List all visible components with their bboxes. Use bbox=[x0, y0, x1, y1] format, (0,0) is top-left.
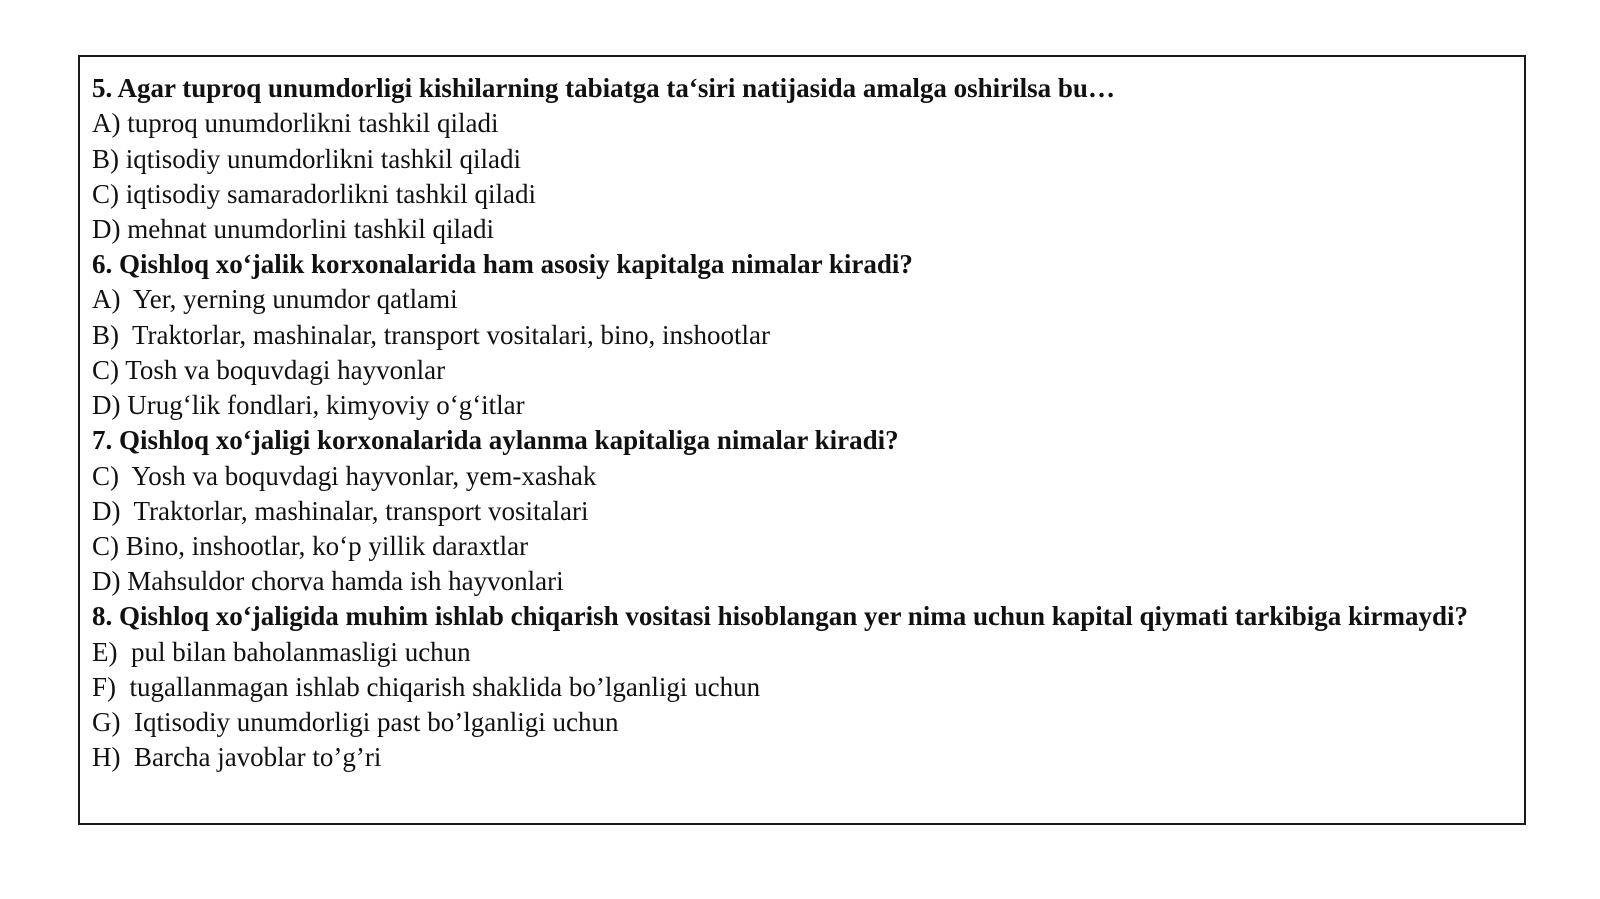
question-title: 6. Qishloq xo‘jalik korxonalarida ham asosiy kapitalga nimalar kiradi? bbox=[92, 249, 913, 280]
answer-option: A) Yer, yerning unumdor qatlami bbox=[92, 284, 458, 315]
question-title: 8. Qishloq xo‘jaligida muhim ishlab chiqarish vositasi hisoblangan yer nima uchun kapital qiymati tarkibiga kirmaydi? bbox=[92, 601, 1469, 632]
answer-option: C) Bino, inshootlar, ko‘p yillik daraxtlar bbox=[92, 530, 529, 561]
answer-option: B) iqtisodiy unumdorlikni tashkil qiladi bbox=[92, 143, 521, 174]
question-title: 7. Qishloq xo‘jaligi korxonalarida aylanma kapitaliga nimalar kiradi? bbox=[92, 425, 899, 456]
answer-option: G) Iqtisodiy unumdorligi past bo’lganligi uchun bbox=[92, 707, 619, 738]
answer-option: F) tugallanmagan ishlab chiqarish shaklida bo’lganligi uchun bbox=[92, 671, 761, 702]
question-8 bbox=[92, 599, 1511, 775]
question-title: 5. Agar tuproq unumdorligi kishilarning tabiatga ta‘siri natijasida amalga oshirilsa bu… bbox=[92, 73, 1115, 103]
answer-option: H) Barcha javoblar to’g’ri bbox=[92, 742, 382, 773]
answer-option: D) Traktorlar, mashinalar, transport vositalari bbox=[92, 495, 589, 526]
answer-option: D) Urug‘lik fondlari, kimyoviy o‘g‘itlar bbox=[92, 390, 525, 421]
question-6 bbox=[92, 247, 1511, 423]
answer-option: D) Mahsuldor chorva hamda ish hayvonlari bbox=[92, 566, 564, 597]
answer-option: C) Yosh va boquvdagi hayvonlar, yem-xashak bbox=[92, 460, 597, 491]
question-7 bbox=[92, 423, 1511, 599]
answer-option: E) pul bilan baholanmasligi uchun bbox=[92, 636, 471, 667]
question-sheet bbox=[78, 55, 1526, 825]
answer-option: B) Traktorlar, mashinalar, transport vositalari, bino, inshootlar bbox=[92, 319, 770, 350]
answer-option: D) mehnat unumdorlini tashkil qiladi bbox=[92, 213, 494, 244]
question-5 bbox=[92, 71, 1511, 247]
answer-option: C) Tosh va boquvdagi hayvonlar bbox=[92, 354, 446, 385]
answer-option: C) iqtisodiy samaradorlikni tashkil qiladi bbox=[92, 178, 536, 209]
answer-option: A) tuproq unumdorlikni tashkil qiladi bbox=[92, 108, 499, 139]
